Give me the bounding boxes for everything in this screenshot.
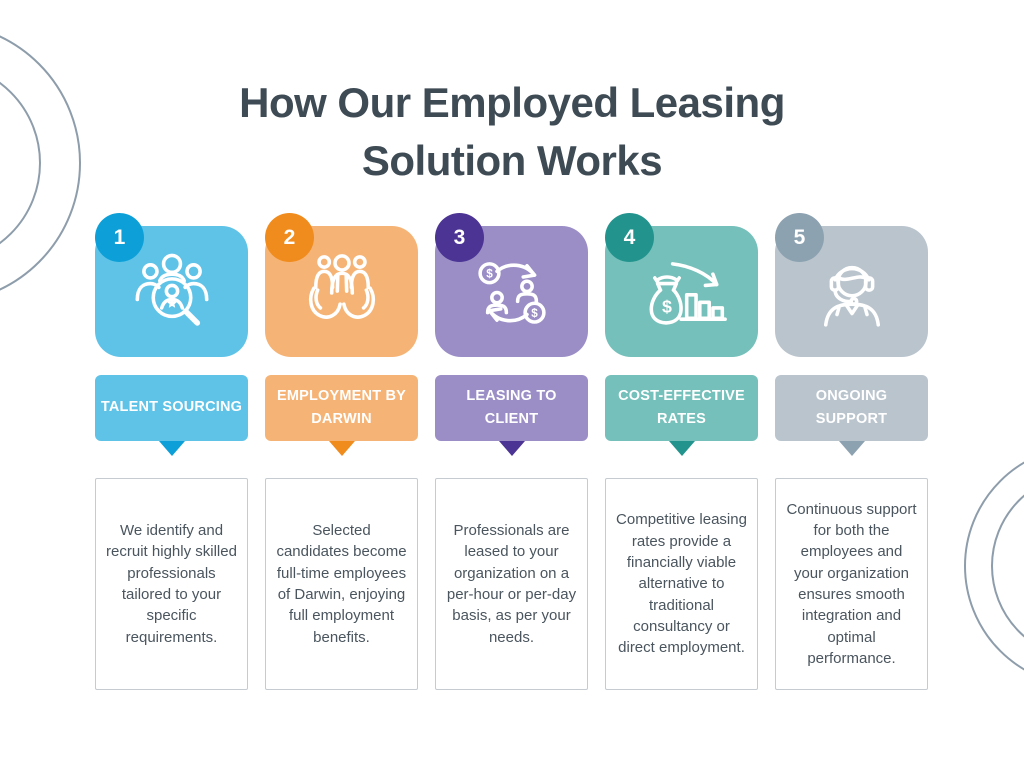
down-arrow bbox=[159, 441, 185, 456]
page-title bbox=[0, 74, 1024, 190]
step-description-box bbox=[435, 478, 588, 690]
step-label: COST-EFFECTIVE RATES bbox=[605, 375, 758, 441]
down-arrow bbox=[499, 441, 525, 456]
step-column-employment-by-darwin bbox=[265, 213, 418, 690]
step-label: EMPLOYMENT BY DARWIN bbox=[265, 375, 418, 441]
step-label: ONGOING SUPPORT bbox=[775, 375, 928, 441]
talent-search-icon bbox=[125, 247, 219, 337]
dollar-glyph: $ bbox=[485, 266, 493, 280]
step-label: TALENT SOURCING bbox=[95, 375, 248, 441]
step-description-text: Professionals are leased to your organization on a per-hour or per-day basis, as per your needs. bbox=[446, 522, 577, 646]
decor-circle-bottom-right-outer bbox=[965, 446, 1024, 686]
dollar-glyph: $ bbox=[530, 306, 538, 320]
step-description-box bbox=[265, 478, 418, 690]
down-arrow bbox=[669, 441, 695, 456]
step-column-cost-effective-rates bbox=[605, 213, 758, 690]
step-description-box bbox=[95, 478, 248, 690]
step-number-badge: 3 bbox=[435, 213, 484, 262]
steps-row bbox=[95, 213, 928, 690]
step-description-text: Continuous support for both the employees and your organization ensures smooth integration and optimal performance. bbox=[786, 500, 917, 667]
step-description-text: We identify and recruit highly skilled professionals tailored to your specific requirements. bbox=[106, 522, 237, 646]
money-bag-declining-chart-icon bbox=[635, 247, 729, 337]
down-arrow bbox=[839, 441, 865, 456]
step-number-badge: 1 bbox=[95, 213, 144, 262]
step-description-text: Competitive leasing rates provide a financially viable alternative to traditional consultancy or direct employment. bbox=[616, 511, 747, 657]
step-label: LEASING TO CLIENT bbox=[435, 375, 588, 441]
headset-support-icon bbox=[805, 247, 899, 337]
step-column-talent-sourcing bbox=[95, 213, 248, 690]
step-column-ongoing-support bbox=[775, 213, 928, 690]
hands-holding-people-icon bbox=[295, 247, 389, 337]
page-title-line2: Solution Works bbox=[361, 137, 663, 184]
step-column-leasing-to-client bbox=[435, 213, 588, 690]
step-number-badge: 4 bbox=[605, 213, 654, 262]
down-arrow bbox=[329, 441, 355, 456]
decor-circle-bottom-right-inner bbox=[992, 473, 1024, 659]
step-description-box bbox=[775, 478, 928, 690]
step-number-badge: 2 bbox=[265, 213, 314, 262]
step-description-box bbox=[605, 478, 758, 690]
people-money-exchange-icon bbox=[465, 247, 559, 337]
dollar-glyph: $ bbox=[661, 296, 672, 317]
step-description-text: Selected candidates become full-time employees of Darwin, enjoying full employment benefits. bbox=[276, 522, 407, 646]
step-number-badge: 5 bbox=[775, 213, 824, 262]
page-title-line1: How Our Employed Leasing bbox=[239, 79, 785, 126]
